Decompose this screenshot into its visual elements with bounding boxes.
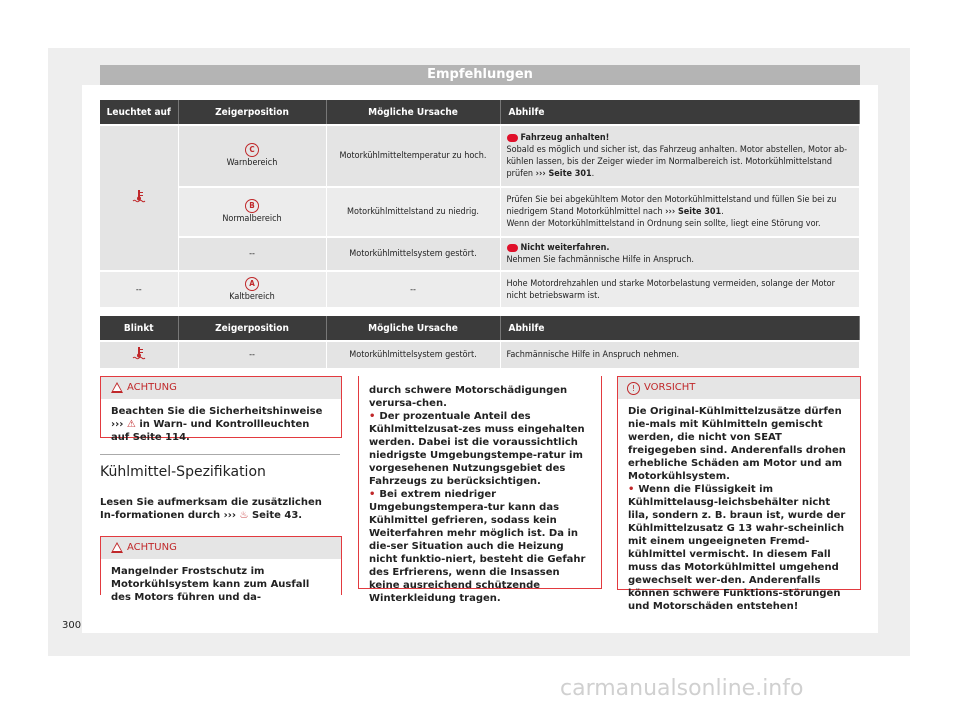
zeiger-cell: [178, 187, 326, 237]
intro-paragraph: [100, 496, 340, 522]
ursache-cell: Motorkühlmittelsystem gestört.: [326, 237, 500, 271]
table-header-row: [100, 316, 860, 341]
abhilfe-text-2: Wenn der Motorkühlmittelstand in Ordnung sein sollte, liegt eine Störung vor.: [506, 219, 821, 229]
ursache-cell: Motorkühlmitteltemperatur zu hoch.: [326, 125, 500, 187]
section-title: Kühlmittel-Spezifikation: [100, 464, 266, 480]
achtung-body: Mangelnder Frostschutz im Motorkühlsystem kann zum Ausfall des Motors führen und da-: [111, 566, 310, 603]
intro-text: Lesen Sie aufmerksam die zusätzlichen In-formationen durch ›››: [100, 497, 322, 521]
achtung-text: in Warn- und Kontrollleuchten auf Seite 114.: [111, 419, 310, 443]
table-header-row: [100, 100, 860, 125]
info-circle-icon: !: [627, 382, 640, 395]
warning-triangle-icon: [111, 382, 123, 393]
achtung-label: ACHTUNG: [127, 542, 177, 553]
continuation-text: durch schwere Motorschädigungen verursa-chen.: [369, 385, 568, 409]
page-number: 300: [62, 620, 82, 631]
page-reference-link[interactable]: Seite 43.: [251, 510, 303, 521]
blinkt-cell: [100, 341, 178, 368]
achtung-body: [101, 399, 341, 450]
zeiger-cell: --: [178, 341, 326, 368]
abhilfe-text: Nehmen Sie fachmännische Hilfe in Anspruch.: [506, 255, 694, 265]
ursache-cell: --: [326, 271, 500, 307]
table-row: [100, 341, 860, 368]
achtung-text: Beachten Sie die Sicherheitshinweise ›››: [111, 406, 323, 430]
ursache-cell: Motorkühlmittelstand zu niedrig.: [326, 187, 500, 237]
recommendations-table: [100, 100, 860, 307]
abhilfe-bold: Fahrzeug anhalten!: [520, 133, 610, 143]
abhilfe-cell: Hohe Motordrehzahlen und starke Motorbelastung vermeiden, solange der Motor nicht betriebswarm ist.: [500, 271, 860, 307]
abhilfe-bold: Nicht weiterfahren.: [520, 243, 610, 253]
list-item: • Bei extrem niedriger Umgebungstempera-tur kann das Kühlmittel gefrieren, sodass kein Weiterfahren mehr möglich ist. Da in die-ser Situation auch die Heizung nicht funktio-niert, besteht die Gefahr des Erfrierens, wenn die Insassen keine ausreichend schützende Winterkleidung tragen.: [369, 488, 591, 605]
blinking-table: [100, 316, 860, 368]
zeiger-cell: --: [178, 237, 326, 271]
coolant-temperature-icon: [132, 346, 146, 360]
page-reference-link[interactable]: ››› Seite 301: [665, 207, 722, 217]
col-header-zeiger: Zeigerposition: [178, 316, 326, 341]
abhilfe-cell: Prüfen Sie bei abgekühltem Motor den Motorkühlmittelstand und füllen Sie bei zu niedrigem Stand Motorkühlmittel nach ››› Seite 301. Wenn der Motorkühlmittelstand in Ordnung sein sollte, liegt eine Störung vor.: [500, 187, 860, 237]
abhilfe-cell: Fahrzeug anhalten! Sobald es möglich und sicher ist, das Fahrzeug anhalten. Motor abstellen, Motor ab-kühlen lassen, bis der Zeiger wieder im Normalbereich ist. Motorkühlmittelstand prüfen ››› Seite 301.: [500, 125, 860, 187]
position-marker-c: C: [245, 143, 259, 157]
table-row: [100, 125, 860, 187]
zeiger-cell: [178, 125, 326, 187]
table-row: [100, 271, 860, 307]
col-header-abhilfe: Abhilfe: [500, 100, 860, 125]
achtung-continuation-box: [358, 376, 602, 604]
vorsicht-label: VORSICHT: [644, 382, 696, 393]
abhilfe-text: Sobald es möglich und sicher ist, das Fahrzeug anhalten. Motor abstellen, Motor ab-kühlen lassen, bis der Zeiger wieder im Normalbereich ist. Motorkühlmittelstand prüfen: [506, 145, 848, 179]
coolant-warning-cell: [100, 125, 178, 271]
abhilfe-cell: [500, 237, 860, 271]
table-row: [100, 187, 860, 237]
position-marker-a: A: [245, 277, 259, 291]
section-divider: [100, 454, 340, 455]
col-header-ursache: Mögliche Ursache: [326, 100, 500, 125]
vorsicht-body: [618, 399, 860, 619]
achtung-label: ACHTUNG: [127, 382, 177, 393]
achtung-box: [100, 376, 342, 443]
achtung-box: [100, 536, 342, 603]
zeiger-label: Warnbereich: [226, 158, 278, 168]
stop-warning-icon: [507, 134, 518, 142]
col-header-leuchtet: Leuchtet auf: [100, 100, 178, 125]
col-header-abhilfe: Abhilfe: [500, 316, 860, 341]
achtung-header: [101, 537, 341, 559]
stop-warning-icon: [507, 244, 518, 252]
page-reference-link[interactable]: ››› Seite 301: [535, 169, 592, 179]
watermark: carmanualsonline.info: [560, 676, 804, 701]
warning-triangle-icon: [111, 542, 123, 553]
list-item: • Der prozentuale Anteil des Kühlmittelzusat-zes muss eingehalten werden. Dabei ist die voraussichtlich niedrigste Umgebungstempe-ratur im vorgesehenen Nutzungsgebiet des Fahrzeugs zu berücksichtigen.: [369, 410, 591, 488]
table-row: [100, 237, 860, 271]
zeiger-label: Normalbereich: [222, 214, 282, 224]
abhilfe-cell: Fachmännische Hilfe in Anspruch nehmen.: [500, 341, 860, 368]
vorsicht-text: Die Original-Kühlmittelzusätze dürfen nie-mals mit Kühlmitteln gemischt werden, die nicht von SEAT freigegeben sind. Anderenfalls drohen erhebliche Schäden am Motor und am Motorkühlsystem.: [628, 406, 846, 482]
col-header-blinkt: Blinkt: [100, 316, 178, 341]
coolant-temperature-icon: [132, 189, 146, 203]
zeiger-label: Kaltbereich: [229, 291, 275, 302]
section-header: Empfehlungen: [100, 65, 860, 85]
col-header-ursache: Mögliche Ursache: [326, 316, 500, 341]
vorsicht-box: [617, 376, 861, 612]
zeiger-cell: [178, 271, 326, 307]
coolant-reference-icon[interactable]: ♨: [239, 510, 249, 521]
abhilfe-text: Prüfen Sie bei abgekühltem Motor den Motorkühlmittelstand und füllen Sie bei zu niedrigem Stand Motorkühlmittel nach: [506, 195, 837, 217]
col-header-zeiger: Zeigerposition: [178, 100, 326, 125]
warning-triangle-icon: ⚠: [126, 419, 136, 430]
achtung-continuation-body: [359, 376, 601, 611]
position-marker-b: B: [245, 199, 259, 213]
vorsicht-header: [618, 377, 860, 399]
ursache-cell: Motorkühlmittelsystem gestört.: [326, 341, 500, 368]
leuchtet-cell: --: [100, 271, 178, 307]
list-item: • Wenn die Flüssigkeit im Kühlmittelausg-leichsbehälter nicht lila, sondern z. B. braun ist, wurde der Kühlmittelzusatz G 13 wahr-scheinlich mit einem ungeeigneten Fremd-kühlmittel vermischt. In diesem Fall muss das Motorkühlmittel umgehend gewechselt wer-den. Anderenfalls können schwere Funktions-störungen und Motorschäden entstehen!: [628, 483, 850, 613]
achtung-header: [101, 377, 341, 399]
